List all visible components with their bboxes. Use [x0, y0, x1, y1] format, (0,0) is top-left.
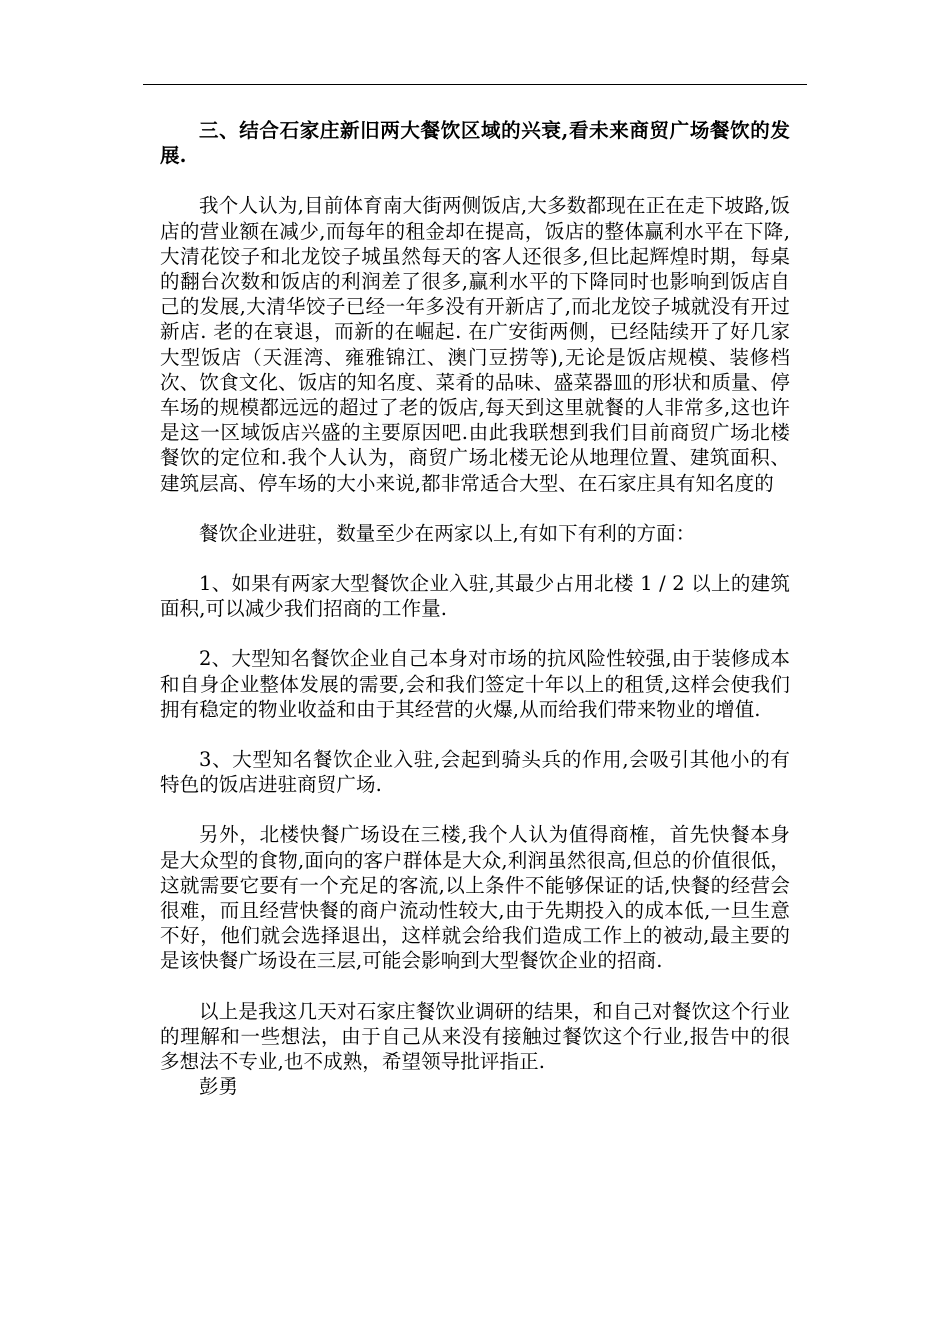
paragraph-analysis: 我个人认为,目前体育南大街两侧饭店,大多数都现在正在走下坡路,饭店的营业额在减少,而每年的租金却在提高，饭店的整体赢利水平在下降,大清花饺子和北龙饺子城虽然每天的客人还很多,但比起辉煌时期，每桌的翻台次数和饭店的利润差了很多,赢利水平的下降同时也影响到饭店自己的发展,大清华饺子已经一年多没有开新店了,而北龙饺子城就没有开过新店. 老的在衰退，而新的在崛起. 在广安街两侧，已经陆续开了好几家大型饭店（天涯湾、雍雅锦江、澳门豆捞等),无论是饭店规模、装修档次、饮食文化、饭店的知名度、菜肴的品味、盛菜器皿的形状和质量、停车场的规模都远远的超过了老的饭店,每天到这里就餐的人非常多,这也许是这一区域饭店兴盛的主要原因吧.由此我联想到我们目前商贸广场北楼餐饮的定位和.我个人认为，商贸广场北楼无论从地理位置、建筑面积、建筑层高、停车场的大小来说,都非常适合大型、在石家庄具有知名度的	[160, 194, 790, 495]
section-heading: 三、结合石家庄新旧两大餐饮区域的兴衰,看未来商贸广场餐饮的发展.	[160, 119, 790, 168]
document-body	[160, 118, 790, 1100]
paragraph-fastfood: 另外，北楼快餐广场设在三楼,我个人认为值得商榷，首先快餐本身是大众型的食物,面向的客户群体是大众,利润虽然很高,但总的价值很低，这就需要它要有一个充足的客流,以上条件不能够保证的话,快餐的经营会很难，而且经营快餐的商户流动性较大,由于先期投入的成本低,一旦生意不好，他们就会选择退出，这样就会给我们造成工作上的被动,最主要的是该快餐广场设在三层,可能会影响到大型餐饮企业的招商.	[160, 823, 790, 973]
author-signature: 彭勇	[199, 1075, 239, 1099]
paragraph-advantages-intro: 餐饮企业进驻，数量至少在两家以上,有如下有利的方面：	[199, 521, 696, 545]
header-rule	[143, 84, 807, 85]
paragraph-conclusion: 以上是我这几天对石家庄餐饮业调研的结果，和自己对餐饮这个行业的理解和一些想法，由于自己从来没有接触过餐饮这个行业,报告中的很多想法不专业,也不成熟，希望领导批评指正.	[160, 999, 790, 1074]
paragraph-point-3: 3、大型知名餐饮企业入驻,会起到骑头兵的作用,会吸引其他小的有特色的饭店进驻商贸广场.	[160, 748, 790, 797]
paragraph-point-1: 1、如果有两家大型餐饮企业入驻,其最少占用北楼 1 / 2 以上的建筑面积,可以减少我们招商的工作量.	[160, 572, 790, 621]
paragraph-point-2: 2、大型知名餐饮企业自己本身对市场的抗风险性较强,由于装修成本和自身企业整体发展的需要,会和我们签定十年以上的租赁,这样会使我们拥有稳定的物业收益和由于其经营的火爆,从而给我们带来物业的增值.	[160, 647, 790, 721]
